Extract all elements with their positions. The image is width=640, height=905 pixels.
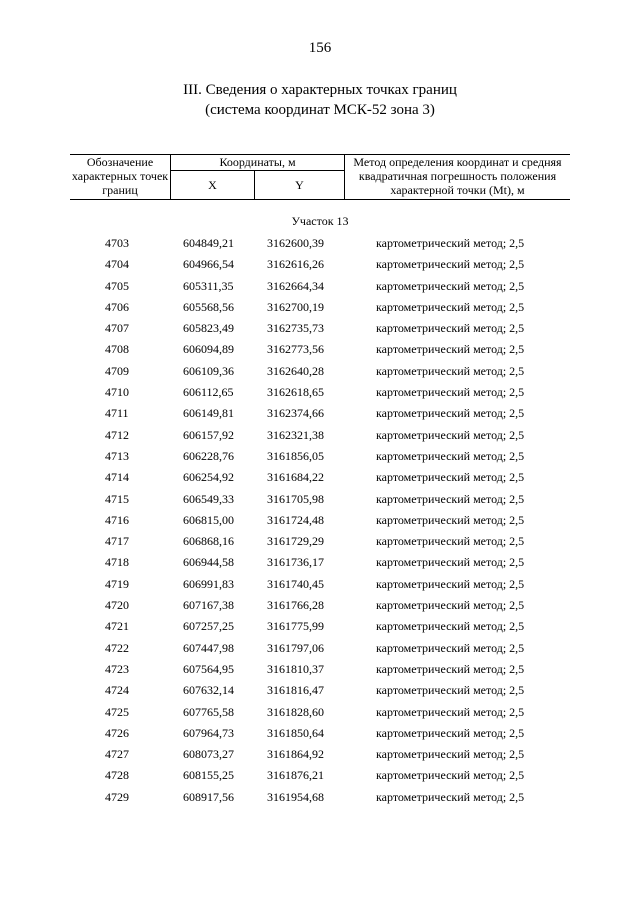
table-row: [0, 382, 640, 403]
point-id: 4711: [105, 406, 129, 421]
coord-x: 606991,83: [183, 576, 234, 591]
coord-y: 3161766,28: [267, 598, 324, 613]
coord-y: 3161954,68: [267, 789, 324, 804]
coord-x: 607257,25: [183, 619, 234, 634]
method-text: картометрический метод; 2,5: [376, 789, 525, 804]
point-id: 4720: [105, 598, 129, 613]
title-line-1: III. Сведения о характерных точках границ: [183, 82, 457, 98]
table-body: [0, 233, 640, 808]
point-id: 4703: [105, 236, 129, 250]
coord-y: 3161810,37: [267, 661, 324, 676]
header-bottom-border: [70, 199, 570, 200]
coord-y: 3161740,45: [267, 576, 324, 591]
table-header: [70, 154, 570, 200]
coord-y: 3162616,26: [267, 257, 324, 272]
coord-x: 607964,73: [183, 725, 234, 740]
method-text: картометрический метод; 2,5: [376, 427, 525, 442]
coord-x: 606094,89: [183, 342, 234, 357]
table-row: [0, 744, 640, 765]
coord-x: 606109,36: [183, 363, 234, 378]
point-id: 4725: [105, 704, 129, 719]
coord-y: 3161797,06: [267, 640, 324, 655]
coord-x: 606944,58: [183, 555, 234, 570]
coord-x: 607632,14: [183, 683, 234, 698]
point-id: 4724: [105, 683, 129, 698]
method-text: картометрический метод; 2,5: [376, 576, 525, 591]
method-text: картометрический метод; 2,5: [376, 555, 525, 570]
method-text: картометрический метод; 2,5: [376, 385, 525, 400]
table-row: [0, 403, 640, 424]
method-text: картометрический метод; 2,5: [376, 321, 525, 336]
coord-y: 3162773,56: [267, 342, 324, 357]
point-id: 4715: [105, 491, 129, 506]
page-number: 156: [308, 40, 332, 56]
coord-x: 606112,65: [183, 385, 234, 400]
table-row: [0, 531, 640, 552]
point-id: 4714: [105, 470, 129, 485]
method-text: картометрический метод; 2,5: [376, 278, 525, 293]
method-text: картометрический метод; 2,5: [376, 406, 525, 421]
section-label: Участок 13: [291, 214, 349, 228]
point-id: 4726: [105, 725, 129, 740]
coord-y: 3161705,98: [267, 491, 324, 506]
coord-y: 3161856,05: [267, 448, 324, 463]
table-row: [0, 233, 640, 254]
point-id: 4705: [105, 278, 129, 293]
header-x: X: [208, 178, 217, 192]
coord-x: 606868,16: [183, 534, 234, 549]
coord-x: 608073,27: [183, 747, 234, 762]
method-text: картометрический метод; 2,5: [376, 598, 525, 613]
point-id: 4708: [105, 342, 129, 357]
table-row: [0, 467, 640, 488]
coord-y: 3161775,99: [267, 619, 324, 634]
coord-x: 608917,56: [183, 789, 234, 804]
point-id: 4712: [105, 427, 129, 442]
point-id: 4709: [105, 363, 129, 378]
table-row: [0, 552, 640, 573]
coord-x: 605568,56: [183, 299, 234, 314]
header-coordinates: Координаты, м: [219, 155, 296, 169]
table-row: [0, 297, 640, 318]
header-method: Метод определения координат и средняя квадратичная погрешность положения характерной точки (Mt), м: [353, 155, 562, 197]
coord-y: 3161684,22: [267, 470, 324, 485]
coord-y: 3162618,65: [267, 385, 324, 400]
table-row: [0, 361, 640, 382]
point-id: 4727: [105, 747, 129, 762]
point-id: 4713: [105, 448, 129, 463]
header-point-designation: Обозначение характерных точек границ: [71, 155, 169, 197]
coord-x: 606228,76: [183, 448, 234, 463]
coord-y: 3161828,60: [267, 704, 324, 719]
coord-x: 605823,49: [183, 321, 234, 336]
coord-x: 606157,92: [183, 427, 234, 442]
coord-y: 3162600,39: [267, 236, 324, 250]
table-row: [0, 318, 640, 339]
method-text: картометрический метод; 2,5: [376, 363, 525, 378]
method-text: картометрический метод; 2,5: [376, 448, 525, 463]
point-id: 4719: [105, 576, 129, 591]
coord-x: 604849,21: [183, 236, 234, 250]
table-row: [0, 574, 640, 595]
method-text: картометрический метод; 2,5: [376, 470, 525, 485]
table-row: [0, 425, 640, 446]
point-id: 4707: [105, 321, 129, 336]
table-row: [0, 595, 640, 616]
table-row: [0, 276, 640, 297]
point-id: 4710: [105, 385, 129, 400]
coord-y: 3161736,17: [267, 555, 324, 570]
table-row: [0, 659, 640, 680]
method-text: картометрический метод; 2,5: [376, 534, 525, 549]
point-id: 4723: [105, 661, 129, 676]
coord-y: 3161876,21: [267, 768, 324, 783]
method-text: картометрический метод; 2,5: [376, 299, 525, 314]
method-text: картометрический метод; 2,5: [376, 683, 525, 698]
table-row: [0, 489, 640, 510]
table-row: [0, 702, 640, 723]
point-id: 4706: [105, 299, 129, 314]
point-id: 4729: [105, 789, 129, 804]
coord-y: 3161729,29: [267, 534, 324, 549]
page-title: [0, 80, 640, 120]
method-text: картометрический метод; 2,5: [376, 704, 525, 719]
point-id: 4722: [105, 640, 129, 655]
method-text: картометрический метод; 2,5: [376, 747, 525, 762]
coord-x: 606815,00: [183, 512, 234, 527]
coord-y: 3161724,48: [267, 512, 324, 527]
point-id: 4718: [105, 555, 129, 570]
method-text: картометрический метод; 2,5: [376, 512, 525, 527]
coord-y: 3162640,28: [267, 363, 324, 378]
coord-x: 606254,92: [183, 470, 234, 485]
table-row: [0, 510, 640, 531]
coord-y: 3162700,19: [267, 299, 324, 314]
coord-x: 604966,54: [183, 257, 234, 272]
method-text: картометрический метод; 2,5: [376, 661, 525, 676]
coord-x: 607564,95: [183, 661, 234, 676]
point-id: 4728: [105, 768, 129, 783]
coord-y: 3161816,47: [267, 683, 324, 698]
coord-x: 607447,98: [183, 640, 234, 655]
table-row: [0, 723, 640, 744]
method-text: картометрический метод; 2,5: [376, 725, 525, 740]
coord-y: 3162321,38: [267, 427, 324, 442]
header-y: Y: [295, 178, 304, 192]
point-id: 4716: [105, 512, 129, 527]
table-row: [0, 254, 640, 275]
table-row: [0, 765, 640, 786]
table-row: [0, 787, 640, 808]
coord-x: 606549,33: [183, 491, 234, 506]
coord-x: 606149,81: [183, 406, 234, 421]
method-text: картометрический метод; 2,5: [376, 768, 525, 783]
coord-x: 607765,58: [183, 704, 234, 719]
point-id: 4704: [105, 257, 129, 272]
coord-y: 3162664,34: [267, 278, 324, 293]
table-row: [0, 680, 640, 701]
coord-x: 605311,35: [183, 278, 234, 293]
method-text: картометрический метод; 2,5: [376, 236, 525, 250]
coord-x: 607167,38: [183, 598, 234, 613]
coord-y: 3161864,92: [267, 747, 324, 762]
method-text: картометрический метод; 2,5: [376, 640, 525, 655]
table-row: [0, 616, 640, 637]
point-id: 4721: [105, 619, 129, 634]
title-line-2: (система координат МСК-52 зона 3): [205, 102, 435, 118]
header-coords-divider: [171, 170, 345, 171]
coord-y: 3162374,66: [267, 406, 324, 421]
coord-y: 3162735,73: [267, 321, 324, 336]
table-row: [0, 339, 640, 360]
coord-x: 608155,25: [183, 768, 234, 783]
method-text: картометрический метод; 2,5: [376, 342, 525, 357]
method-text: картометрический метод; 2,5: [376, 491, 525, 506]
method-text: картометрический метод; 2,5: [376, 257, 525, 272]
point-id: 4717: [105, 534, 129, 549]
table-row: [0, 638, 640, 659]
method-text: картометрический метод; 2,5: [376, 619, 525, 634]
coord-y: 3161850,64: [267, 725, 324, 740]
table-row: [0, 446, 640, 467]
